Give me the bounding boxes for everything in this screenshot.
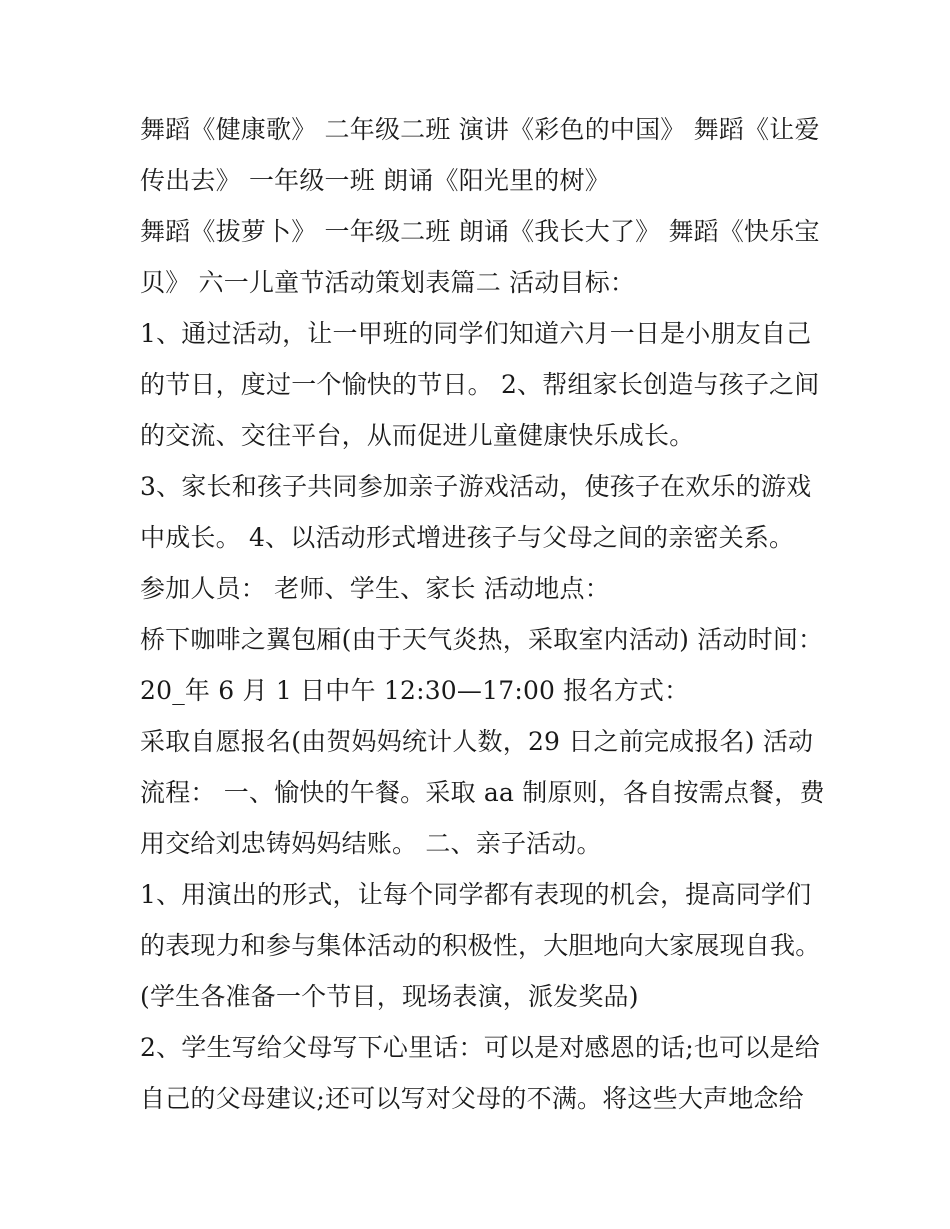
text-line: 20_年 6 月 1 日中午 12:30—17:00 报名方式： — [140, 676, 690, 705]
text-line: 的交流、交往平台，从而促进儿童健康快乐成长。 — [140, 421, 695, 450]
text-line: 采取自愿报名(由贺妈妈统计人数，29 日之前完成报名) 活动 — [140, 727, 814, 756]
text-line: 用交给刘忠铸妈妈结账。 二、亲子活动。 — [140, 829, 602, 858]
text-line: 自己的父母建议;还可以写对父母的不满。将这些大声地念给 — [140, 1084, 804, 1113]
text-line: 参加人员： 老师、学生、家长 活动地点： — [140, 574, 610, 603]
text-line: 的节日，度过一个愉快的节日。 2、帮组家长创造与孩子之间 — [140, 370, 820, 399]
text-line: 2、学生写给父母写下心里话：可以是对感恩的话;也可以是给 — [140, 1033, 820, 1062]
text-line: 舞蹈《拔萝卜》 一年级二班 朗诵《我长大了》 舞蹈《快乐宝 — [140, 217, 820, 246]
text-line: 舞蹈《健康歌》 二年级二班 演讲《彩色的中国》 舞蹈《让爱 — [140, 115, 820, 144]
text-line: (学生各准备一个节目，现场表演，派发奖品) — [140, 982, 639, 1011]
text-line: 中成长。 4、以活动形式增进孩子与父母之间的亲密关系。 — [140, 523, 795, 552]
text-line: 的表现力和参与集体活动的积极性，大胆地向大家展现自我。 — [140, 931, 821, 960]
text-line: 桥下咖啡之翼包厢(由于天气炎热，采取室内活动) 活动时间： — [140, 625, 824, 654]
text-line: 贝》 六一儿童节活动策划表篇二 活动目标： — [140, 268, 636, 297]
text-line: 传出去》 一年级一班 朗诵《阳光里的树》 — [140, 166, 610, 195]
text-line: 1、用演出的形式，让每个同学都有表现的机会，提高同学们 — [140, 880, 812, 909]
document-body — [140, 104, 825, 1124]
text-line: 1、通过活动，让一甲班的同学们知道六月一日是小朋友自己 — [140, 319, 812, 348]
text-line: 3、家长和孩子共同参加亲子游戏活动，使孩子在欢乐的游戏 — [140, 472, 812, 501]
text-line: 流程： 一、愉快的午餐。采取 aa 制原则，各自按需点餐，费 — [140, 778, 825, 807]
